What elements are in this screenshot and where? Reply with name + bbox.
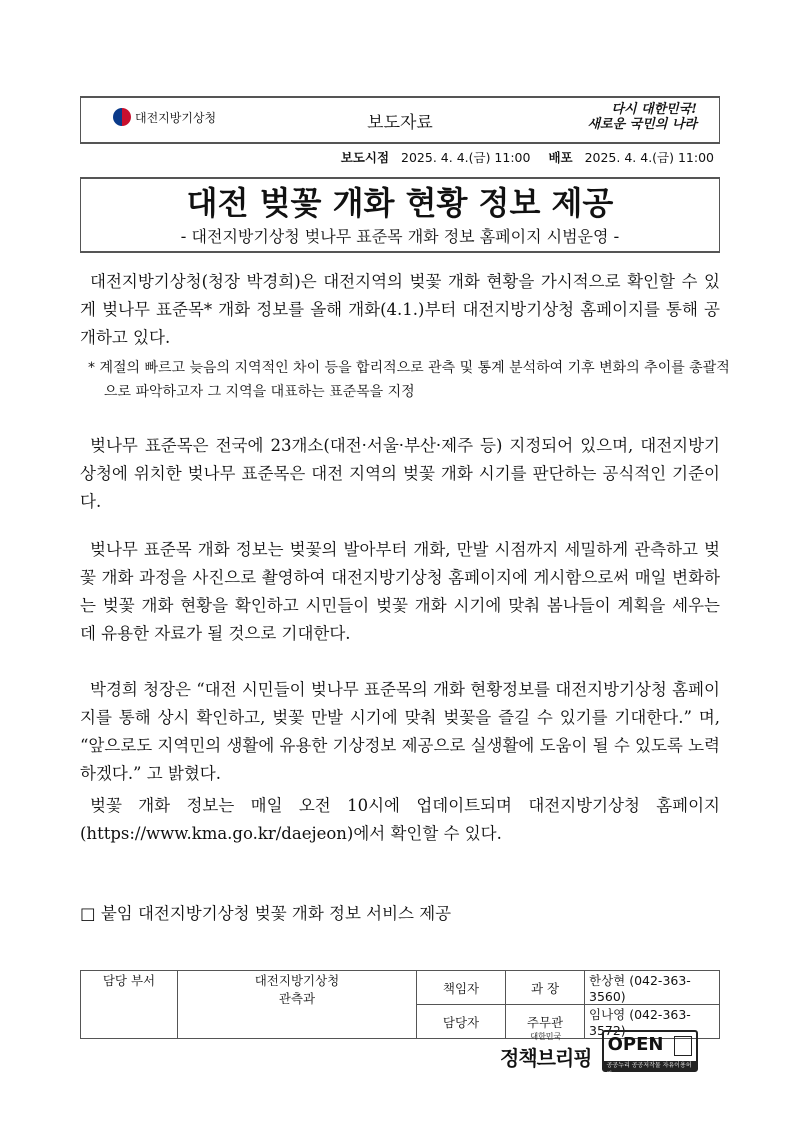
person: 한상현 (042-363-3560) xyxy=(585,971,720,1005)
paragraph-3: 벚나무 표준목 개화 정보는 벚꽃의 발아부터 개화, 만발 시점까지 세밀하게 관측하고 벚꽃 개화 과정을 사진으로 촬영하여 대전지방기상청 홈페이지에 게시함으로써 매일 변화하는 벚꽃 개화 현황을 확인하고 시민들이 벚꽃 개화 시기에 맞춰 봄나들이 계획을 세우는 데 유용한 자료가 될 것으로 기대한다. xyxy=(80,540,720,643)
doc-type: 보도자료 xyxy=(367,113,433,133)
dept-line1: 대전지방기상청 xyxy=(254,973,340,988)
release-dates xyxy=(341,148,714,166)
role: 담당자 xyxy=(417,1005,506,1039)
briefing-small: 대한민국 xyxy=(530,1032,562,1041)
policy-briefing-logo xyxy=(500,1031,592,1071)
person: 임나영 (042-363-3572) xyxy=(585,1005,720,1039)
release-value: 2025. 4. 4.(금) 11:00 xyxy=(401,150,531,165)
header-box xyxy=(80,96,720,144)
footnote: * 계절의 빠르고 늦음의 지역적인 차이 등을 합리적으로 관측 및 통계 분석하여 기후 변화의 추이를 총괄적으로 파악하고자 그 지역을 대표하는 표준목을 지정 xyxy=(88,360,730,400)
footer-logos xyxy=(500,1030,698,1078)
dept-line2: 관측과 xyxy=(278,991,316,1006)
attachment-line: □ 붙임 대전지방기상청 벚꽃 개화 정보 서비스 제공 xyxy=(80,904,452,923)
position: 주무관 xyxy=(506,1005,585,1039)
open-text: OPEN xyxy=(607,1034,664,1055)
page-subtitle: - 대전지방기상청 벚나무 표준목 개화 정보 홈페이지 시범운영 - xyxy=(180,227,620,246)
distribution-label: 배포 xyxy=(548,150,573,165)
slogan xyxy=(587,102,697,132)
dept-label: 담당 부서 xyxy=(81,971,178,1039)
paragraph-4: 박경희 청장은 “대전 시민들이 벚나무 표준목의 개화 현황정보를 대전지방기상청 홈페이지를 통해 상시 확인하고, 벚꽃 만발 시기에 맞춰 벚꽃을 즐길 수 있기를 기대한다.” 며, “앞으로도 지역민의 생활에 유용한 기상정보 제공으로 실생활에 도움이 될 수 있도록 노력하겠다.” 고 밝혔다. xyxy=(80,680,720,783)
role: 책임자 xyxy=(417,971,506,1005)
contact-table xyxy=(80,970,720,1039)
paragraph-1: 대전지방기상청(청장 박경희)은 대전지역의 벚꽃 개화 현황을 가시적으로 확인할 수 있게 벚나무 표준목* 개화 정보를 올해 개화(4.1.)부터 대전지방기상청 홈페이지를 통해 공개하고 있다. xyxy=(80,272,720,347)
page-title: 대전 벚꽃 개화 현황 정보 제공 xyxy=(186,184,614,222)
distribution-value: 2025. 4. 4.(금) 11:00 xyxy=(584,150,714,165)
slogan-line2: 새로운 국민의 나라 xyxy=(587,117,697,132)
release-label: 보도시점 xyxy=(340,150,390,165)
open-bar-text: 공공누리 공공저작물 자유이용허락 xyxy=(604,1061,696,1070)
kogl-open-logo xyxy=(602,1030,698,1078)
position: 과 장 xyxy=(506,971,585,1005)
paragraph-5: 벚꽃 개화 정보는 매일 오전 10시에 업데이트되며 대전지방기상청 홈페이지 (https://www.kma.go.kr/daejeon)에서 확인할 수 있다. xyxy=(80,796,720,843)
paragraph-2: 벚나무 표준목은 전국에 23개소(대전·서울·부산·제주 등) 지정되어 있으며, 대전지방기상청에 위치한 벚나무 표준목은 대전 지역의 벚꽃 개화 시기를 판단하는 공식적인 기준이다. xyxy=(80,436,720,511)
briefing-text: 정책브리핑 xyxy=(500,1046,592,1070)
attribution-icon xyxy=(674,1036,692,1056)
title-box xyxy=(80,177,720,253)
agency-name: 대전지방기상청 xyxy=(135,110,217,125)
slogan-line1: 다시 대한민국! xyxy=(611,102,697,117)
dept-name xyxy=(178,971,417,1039)
